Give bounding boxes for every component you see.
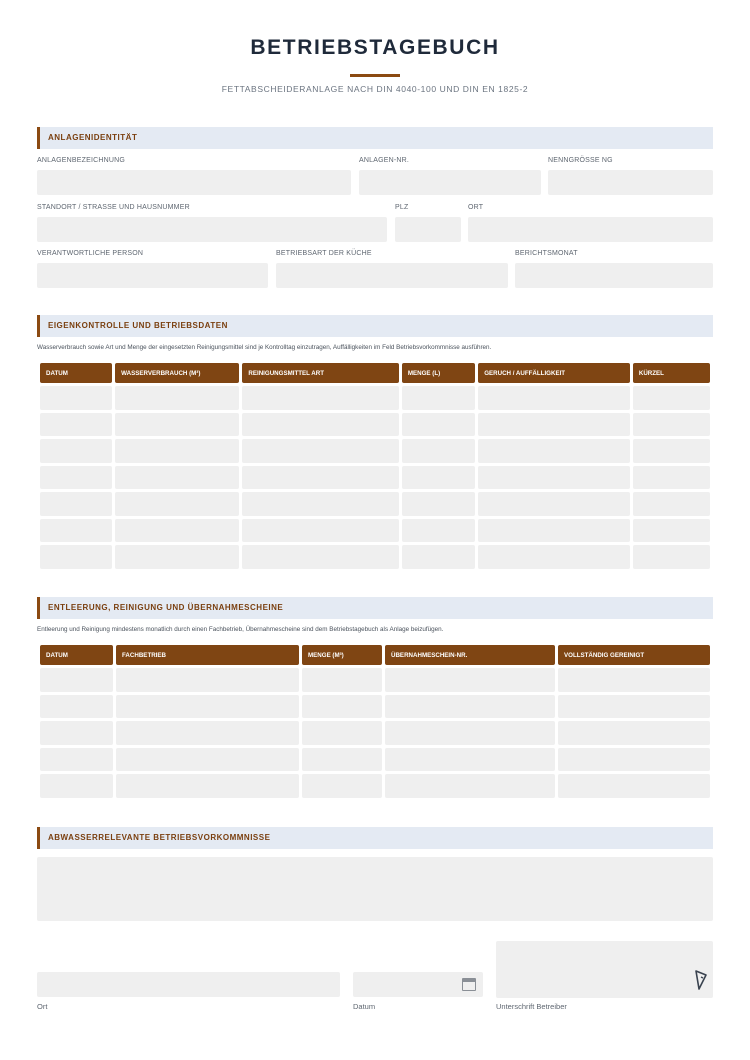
label-zip: PLZ — [395, 204, 409, 211]
table-cell-input[interactable] — [478, 386, 630, 410]
table-cell-input[interactable] — [40, 721, 113, 745]
table-cell-input[interactable] — [40, 668, 113, 692]
column-header-odor: GERUCH / AUFFÄLLIGKEIT — [478, 363, 630, 383]
table-cell-input[interactable] — [40, 519, 112, 543]
table-cell-input[interactable] — [402, 519, 475, 543]
table-cell-input[interactable] — [115, 439, 239, 463]
table-cell-input[interactable] — [242, 519, 398, 543]
table-cell-input[interactable] — [40, 695, 113, 719]
nominal-size-field[interactable] — [548, 170, 713, 195]
table-header-row — [40, 363, 710, 383]
label-kitchen-type: BETRIEBSART DER KÜCHE — [276, 250, 372, 257]
table-cell-input[interactable] — [402, 386, 475, 410]
label-nominal-size: NENNGRÖSSE NG — [548, 157, 613, 164]
section-header-disposal — [37, 597, 713, 619]
section-title: EIGENKONTROLLE UND BETRIEBSDATEN — [48, 321, 228, 330]
table-cell-input[interactable] — [115, 519, 239, 543]
date-field[interactable] — [353, 972, 483, 997]
section-title: ABWASSERRELEVANTE BETRIEBSVORKOMMNISSE — [48, 833, 271, 842]
table-cell-input[interactable] — [302, 774, 382, 798]
table-cell-input[interactable] — [242, 386, 398, 410]
table-cell-input[interactable] — [115, 492, 239, 516]
table-cell-input[interactable] — [242, 492, 398, 516]
street-field[interactable] — [37, 217, 387, 242]
label-plant-name: ANLAGENBEZEICHNUNG — [37, 157, 126, 164]
table-row — [40, 413, 710, 437]
table-row — [40, 466, 710, 490]
table-cell-input[interactable] — [40, 386, 112, 410]
table-cell-input[interactable] — [478, 466, 630, 490]
label-street: STANDORT / STRASSE UND HAUSNUMMER — [37, 204, 190, 211]
disposal-note: Entleerung und Reinigung mindestens monatlich durch einen Fachbetrieb, Übernahmescheine sind dem Betriebstagebuch als Anlage beizufügen. — [37, 626, 444, 633]
table-cell-input[interactable] — [633, 466, 710, 490]
table-cell-input[interactable] — [242, 413, 398, 437]
column-header-receipt: ÜBERNAHMESCHEIN-NR. — [385, 645, 555, 665]
table-cell-input[interactable] — [478, 519, 630, 543]
table-row — [40, 439, 710, 463]
page-subtitle: FETTABSCHEIDERANLAGE NACH DIN 4040-100 UND DIN EN 1825-2 — [221, 84, 529, 94]
table-cell-input[interactable] — [40, 466, 112, 490]
table-cell-input[interactable] — [478, 413, 630, 437]
selfcheck-note: Wasserverbrauch sowie Art und Menge der eingesetzten Reinigungsmittel sind je Kontrolltag einzutragen, Auffälligkeiten im Feld Betriebsvorkommnisse ausführen. — [37, 344, 492, 351]
table-cell-input[interactable] — [116, 668, 299, 692]
section-header-incidents — [37, 827, 713, 849]
section-header-identity — [37, 127, 713, 149]
section-title: ENTLEERUNG, REINIGUNG UND ÜBERNAHMESCHEINE — [48, 603, 284, 612]
column-header-volume: MENGE (M³) — [302, 645, 382, 665]
table-cell-input[interactable] — [633, 492, 710, 516]
disposal-table — [37, 642, 713, 801]
table-cell-input[interactable] — [633, 519, 710, 543]
table-cell-input[interactable] — [242, 545, 398, 569]
label-report-month: BERICHTSMONAT — [515, 250, 578, 257]
table-cell-input[interactable] — [558, 748, 710, 772]
selfcheck-table — [37, 360, 713, 572]
table-cell-input[interactable] — [385, 748, 555, 772]
table-row — [40, 774, 710, 798]
incidents-textarea[interactable] — [37, 857, 713, 921]
city-field[interactable] — [468, 217, 713, 242]
table-cell-input[interactable] — [40, 748, 113, 772]
table-row — [40, 545, 710, 569]
label-plant-number: ANLAGEN-NR. — [359, 157, 410, 164]
column-header-cleaner: REINIGUNGSMITTEL ART — [242, 363, 398, 383]
pen-icon — [694, 969, 708, 991]
table-cell-input[interactable] — [40, 492, 112, 516]
table-cell-input[interactable] — [115, 466, 239, 490]
signature-label: Unterschrift Betreiber — [496, 1002, 567, 1011]
table-cell-input[interactable] — [633, 439, 710, 463]
column-header-date: DATUM — [40, 645, 113, 665]
table-row — [40, 386, 710, 410]
signature-field[interactable] — [496, 941, 713, 998]
table-cell-input[interactable] — [402, 439, 475, 463]
section-header-selfcheck — [37, 315, 713, 337]
table-cell-input[interactable] — [478, 492, 630, 516]
page-title: BETRIEBSTAGEBUCH — [250, 36, 500, 59]
table-cell-input[interactable] — [385, 774, 555, 798]
table-cell-input[interactable] — [116, 721, 299, 745]
table-cell-input[interactable] — [40, 439, 112, 463]
table-cell-input[interactable] — [116, 748, 299, 772]
table-cell-input[interactable] — [40, 545, 112, 569]
table-cell-input[interactable] — [242, 439, 398, 463]
column-header-initials: KÜRZEL — [633, 363, 710, 383]
column-header-company: FACHBETRIEB — [116, 645, 299, 665]
date-label: Datum — [353, 1002, 376, 1011]
table-cell-input[interactable] — [402, 545, 475, 569]
label-city: ORT — [468, 204, 484, 211]
table-cell-input[interactable] — [115, 545, 239, 569]
table-cell-input[interactable] — [385, 721, 555, 745]
table-row — [40, 721, 710, 745]
column-header-date: DATUM — [40, 363, 112, 383]
place-label: Ort — [37, 1002, 48, 1011]
calendar-icon[interactable] — [462, 978, 476, 991]
table-cell-input[interactable] — [478, 545, 630, 569]
plant-name-field[interactable] — [37, 170, 351, 195]
table-row — [40, 748, 710, 772]
kitchen-type-field[interactable] — [276, 263, 508, 288]
table-cell-input[interactable] — [302, 695, 382, 719]
table-cell-input[interactable] — [115, 386, 239, 410]
table-row — [40, 519, 710, 543]
responsible-person-field[interactable] — [37, 263, 268, 288]
table-cell-input[interactable] — [558, 695, 710, 719]
table-cell-input[interactable] — [302, 668, 382, 692]
table-header-row — [40, 645, 710, 665]
report-month-field[interactable] — [515, 263, 713, 288]
column-header-water: WASSERVERBRAUCH (M³) — [115, 363, 239, 383]
table-cell-input[interactable] — [633, 386, 710, 410]
table-cell-input[interactable] — [40, 774, 113, 798]
table-cell-input[interactable] — [302, 721, 382, 745]
place-field[interactable] — [37, 972, 340, 997]
table-cell-input[interactable] — [40, 413, 112, 437]
column-header-amount: MENGE (L) — [402, 363, 475, 383]
table-cell-input[interactable] — [302, 748, 382, 772]
table-row — [40, 695, 710, 719]
table-cell-input[interactable] — [402, 413, 475, 437]
plant-number-field[interactable] — [359, 170, 541, 195]
table-cell-input[interactable] — [633, 413, 710, 437]
table-cell-input[interactable] — [558, 774, 710, 798]
table-cell-input[interactable] — [385, 695, 555, 719]
table-row — [40, 492, 710, 516]
label-responsible-person: VERANTWORTLICHE PERSON — [37, 250, 144, 257]
table-cell-input[interactable] — [402, 466, 475, 490]
table-row — [40, 668, 710, 692]
table-cell-input[interactable] — [478, 439, 630, 463]
section-title: ANLAGENIDENTITÄT — [48, 133, 138, 142]
table-cell-input[interactable] — [116, 695, 299, 719]
table-cell-input[interactable] — [385, 668, 555, 692]
table-cell-input[interactable] — [402, 492, 475, 516]
table-cell-input[interactable] — [242, 466, 398, 490]
table-cell-input[interactable] — [633, 545, 710, 569]
column-header-cleaned: VOLLSTÄNDIG GEREINIGT — [558, 645, 710, 665]
title-divider — [350, 74, 400, 77]
table-cell-input[interactable] — [115, 413, 239, 437]
table-cell-input[interactable] — [558, 721, 710, 745]
table-cell-input[interactable] — [558, 668, 710, 692]
zip-field[interactable] — [395, 217, 461, 242]
table-cell-input[interactable] — [116, 774, 299, 798]
